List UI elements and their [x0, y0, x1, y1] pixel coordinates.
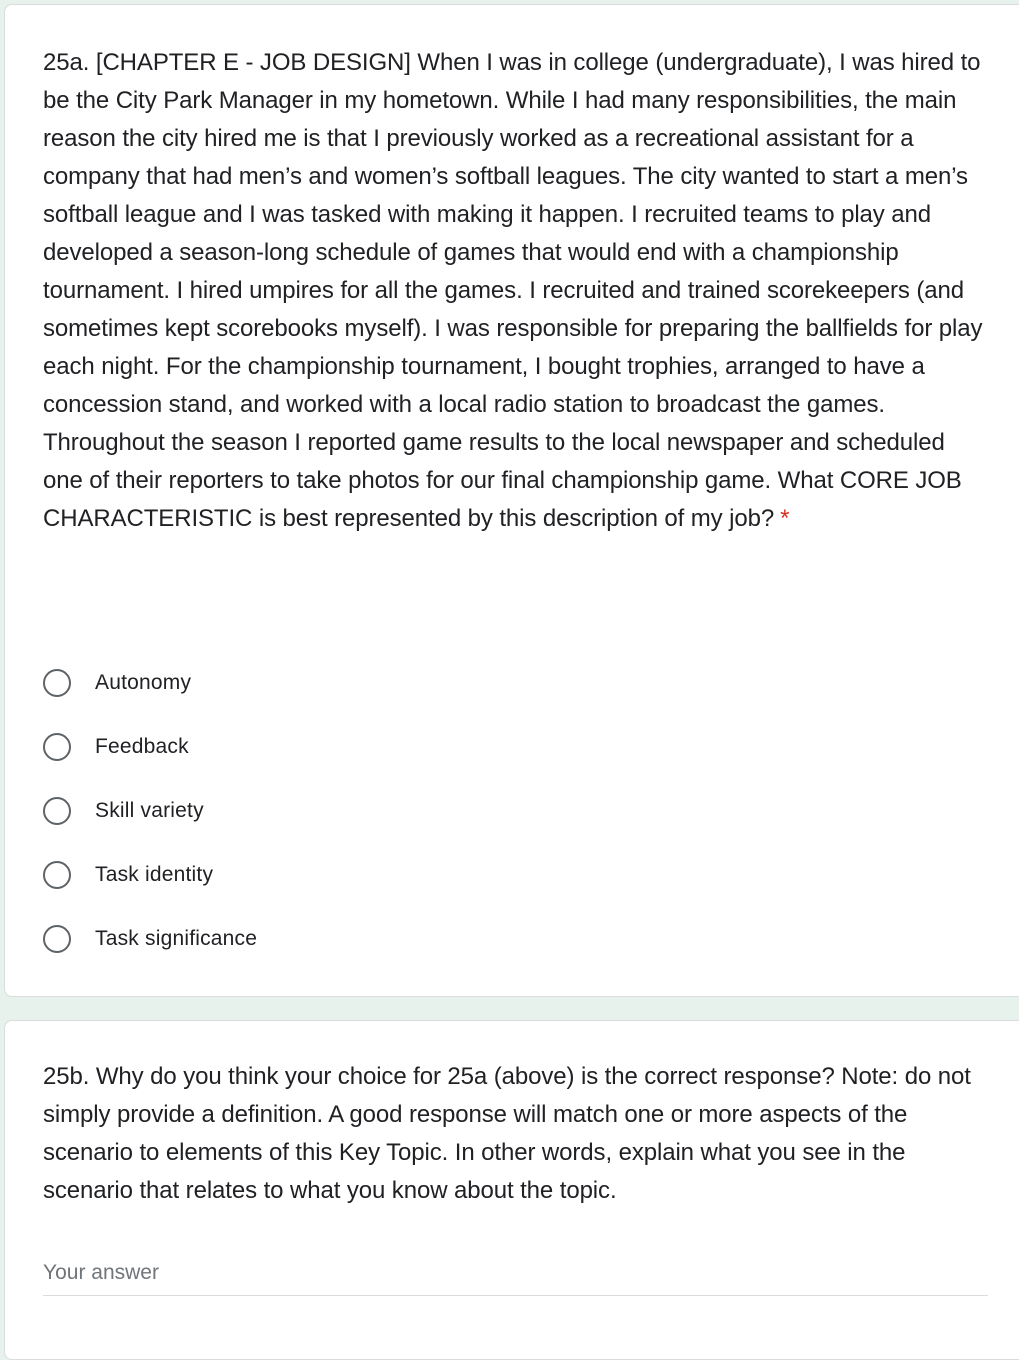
option-feedback[interactable] — [43, 715, 257, 779]
radio-button-icon[interactable] — [43, 669, 71, 697]
question-text-25a: 25a. [CHAPTER E - JOB DESIGN] When I was in college (undergraduate), I was hired to be the City Park Manager in my hometown. While I had many responsibilities, the main reason the city hired me is that I previously worked as a recreational assistant for a company that had men’s and women’s softball leagues. The city wanted to start a men’s softball league and I was tasked with making it happen. I recruited teams to play and developed a season-long schedule of games that would end with a championship tournament. I hired umpires for all the games. I recruited and trained scorekeepers (and sometimes kept scorebooks myself). I was responsible for preparing the ballfields for play each night. For the championship tournament, I bought trophies, arranged to have a concession stand, and worked with a local radio station to broadcast the games. Throughout the season I reported game results to the local newspaper and scheduled one of their reporters to take photos for our final championship game. What CORE JOB CHARACTERISTIC is best represented by this description of my job? — [43, 49, 983, 532]
option-task-identity[interactable] — [43, 843, 257, 907]
option-label: Feedback — [95, 735, 189, 758]
option-label: Skill variety — [95, 799, 204, 822]
radio-button-icon[interactable] — [43, 733, 71, 761]
answer-input[interactable] — [43, 1261, 988, 1296]
option-autonomy[interactable] — [43, 651, 257, 715]
option-label: Autonomy — [95, 671, 192, 694]
radio-group — [43, 651, 257, 971]
option-skill-variety[interactable] — [43, 779, 257, 843]
option-label: Task identity — [95, 863, 214, 886]
radio-button-icon[interactable] — [43, 925, 71, 953]
option-task-significance[interactable] — [43, 907, 257, 971]
required-asterisk: * — [780, 505, 790, 532]
option-label: Task significance — [95, 927, 258, 950]
radio-button-icon[interactable] — [43, 797, 71, 825]
question-card-25a — [4, 4, 1019, 997]
question-title-25a — [43, 44, 988, 538]
question-title-25b: 25b. Why do you think your choice for 25a (above) is the correct response? Note: do not simply provide a definition. A good response will match one or more aspects of the scenario to elements of this Key Topic. In other words, explain what you see in the scenario that relates to what you know about the topic. — [43, 1063, 971, 1204]
radio-button-icon[interactable] — [43, 861, 71, 889]
question-card-25b — [4, 1020, 1019, 1360]
